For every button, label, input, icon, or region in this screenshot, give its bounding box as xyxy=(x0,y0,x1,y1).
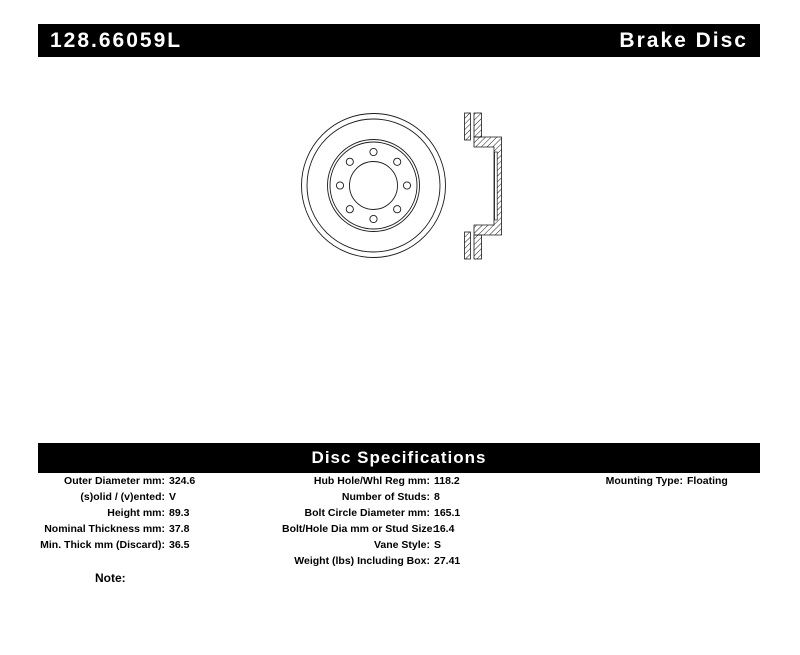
section-pilot-surface xyxy=(495,152,498,220)
spec-value: V xyxy=(169,491,177,503)
hub-inner-circle xyxy=(330,142,417,229)
disc-friction-ring-inner-edge xyxy=(307,119,440,252)
brake-disc-front-view-diagram xyxy=(302,114,446,258)
spec-label: Nominal Thickness mm: xyxy=(44,523,165,535)
header-bar xyxy=(38,24,760,57)
spec-value: Floating xyxy=(687,475,728,487)
section-bottom-inboard-plate xyxy=(474,235,482,259)
spec-row xyxy=(40,537,195,553)
spec-row xyxy=(40,505,195,521)
spec-row xyxy=(282,505,460,521)
spec-label: Bolt/Hole Dia mm or Stud Size: xyxy=(282,523,437,535)
spec-label: Weight (lbs) Including Box: xyxy=(294,555,430,567)
spec-label: Mounting Type: xyxy=(605,475,683,487)
note-label: Note: xyxy=(95,571,126,585)
hub-outer-circle xyxy=(328,140,420,232)
spec-row xyxy=(282,473,460,489)
spec-column-mounting xyxy=(563,473,728,489)
spec-row xyxy=(282,537,460,553)
spec-value: 324.6 xyxy=(169,475,196,487)
spec-row xyxy=(282,489,460,505)
spec-label: (s)olid / (v)ented: xyxy=(80,491,165,503)
spec-value: 165.1 xyxy=(434,507,461,519)
spec-row xyxy=(40,473,195,489)
spec-label: Number of Studs: xyxy=(341,491,430,503)
spec-value: 27.41 xyxy=(434,555,461,567)
spec-label: Min. Thick mm (Discard): xyxy=(40,539,165,551)
spec-column-dimensions xyxy=(40,473,195,553)
brake-disc-cross-section-diagram xyxy=(465,113,502,259)
bolt-hole xyxy=(346,206,353,213)
spec-value: 37.8 xyxy=(169,523,190,535)
section-top-inboard-plate xyxy=(474,113,482,137)
disc-specifications-bar xyxy=(38,443,760,473)
brake-disc-technical-drawing xyxy=(288,100,520,275)
spec-row xyxy=(282,553,460,569)
bolt-hole xyxy=(336,182,343,189)
spec-row xyxy=(282,521,460,537)
spec-value: S xyxy=(434,539,442,551)
spec-row xyxy=(40,521,195,537)
part-number: 128.66059L xyxy=(50,28,183,52)
center-hub-hole xyxy=(350,162,398,210)
spec-value: 89.3 xyxy=(169,507,190,519)
bolt-hole xyxy=(394,158,401,165)
spec-row xyxy=(563,473,728,489)
bolt-hole xyxy=(370,148,377,155)
spec-value: 36.5 xyxy=(169,539,190,551)
bolt-hole xyxy=(370,215,377,222)
bolt-hole xyxy=(394,206,401,213)
spec-label: Hub Hole/Whl Reg mm: xyxy=(313,475,430,487)
spec-label: Height mm: xyxy=(107,507,165,519)
bolt-hole xyxy=(403,182,410,189)
disc-specifications-title: Disc Specifications xyxy=(311,448,487,467)
spec-row xyxy=(40,489,195,505)
spec-column-hub-studs xyxy=(282,473,460,569)
bolt-holes xyxy=(336,148,410,222)
bolt-hole xyxy=(346,158,353,165)
spec-value: 118.2 xyxy=(434,475,460,487)
spec-label: Outer Diameter mm: xyxy=(64,475,165,487)
spec-label: Vane Style: xyxy=(373,539,430,551)
product-type-title: Brake Disc xyxy=(619,28,748,52)
section-top-outboard-plate xyxy=(465,113,471,140)
section-bottom-outboard-plate xyxy=(465,232,471,259)
spec-value: 8 xyxy=(434,491,440,503)
spec-label: Bolt Circle Diameter mm: xyxy=(304,507,430,519)
spec-value: 16.4 xyxy=(434,523,455,535)
disc-outer-edge xyxy=(302,114,446,258)
